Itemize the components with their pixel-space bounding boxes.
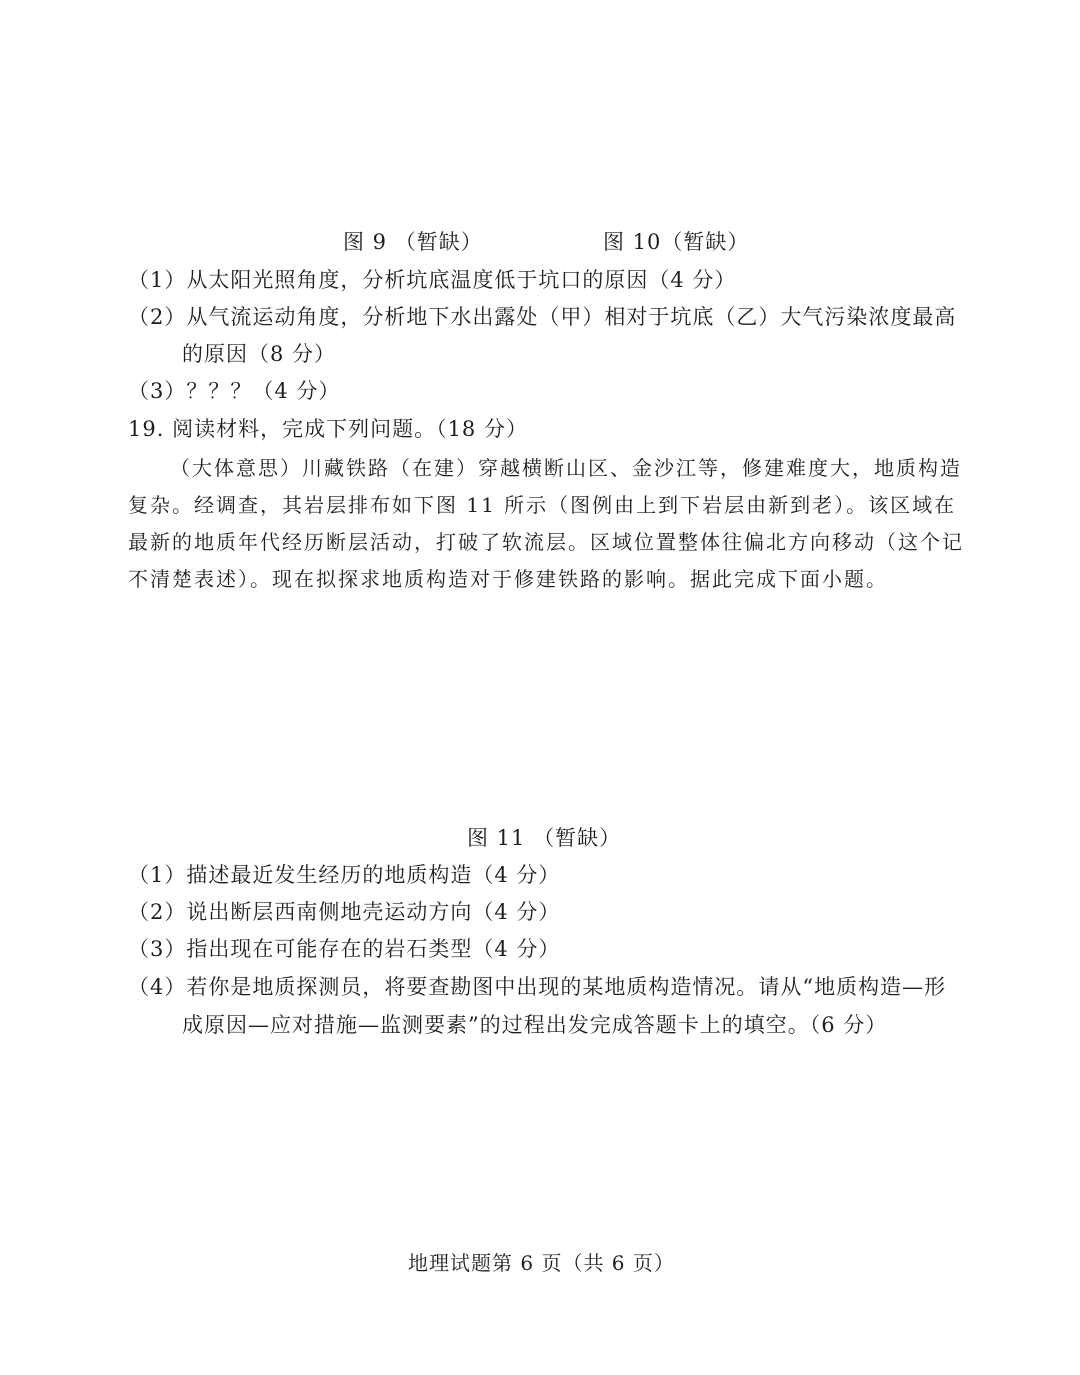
- q19-material-line-2: 复杂。经调查，其岩层排布如下图 11 所示（图例由上到下岩层由新到老）。该区域在: [128, 493, 957, 517]
- figure-9-caption: 图 9 （暂缺）: [343, 230, 483, 254]
- figure-11-caption: 图 11 （暂缺）: [467, 826, 622, 850]
- q19-item-1: （1）描述最近发生经历的地质构造（4 分）: [128, 863, 561, 887]
- q19-material-line-3: 最新的地质年代经历断层活动，打破了软流层。区域位置整体往偏北方向移动（这个记: [128, 530, 964, 554]
- page-footer: 地理试题第 6 页（共 6 页）: [408, 1251, 675, 1275]
- q18-item-2-continued: 的原因（8 分）: [182, 342, 337, 366]
- q19-item-2: （2）说出断层西南侧地壳运动方向（4 分）: [128, 900, 561, 924]
- q19-heading: 19. 阅读材料，完成下列问题。（18 分）: [128, 417, 528, 441]
- q19-material-line-4: 不清楚表述）。现在拟探求地质构造对于修建铁路的影响。据此完成下面小题。: [128, 567, 888, 591]
- q18-item-3: （3）？？？（4 分）: [128, 379, 341, 403]
- q18-item-2: （2）从气流运动角度，分析地下水出露处（甲）相对于坑底（乙）大气污染浓度最高: [128, 305, 957, 329]
- q19-item-4-continued: 成原因—应对措施—监测要素”的过程出发完成答题卡上的填空。（6 分）: [182, 1013, 888, 1037]
- q19-item-3: （3）指出现在可能存在的岩石类型（4 分）: [128, 937, 561, 961]
- figure-10-caption: 图 10（暂缺）: [603, 230, 750, 254]
- q18-item-1: （1）从太阳光照角度，分析坑底温度低于坑口的原因（4 分）: [128, 268, 737, 292]
- q19-material-line-1: （大体意思）川藏铁路（在建）穿越横断山区、金沙江等，修建难度大，地质构造: [170, 456, 962, 480]
- q19-item-4: （4）若你是地质探测员，将要查勘图中出现的某地质构造情况。请从“地质构造—形: [128, 975, 947, 999]
